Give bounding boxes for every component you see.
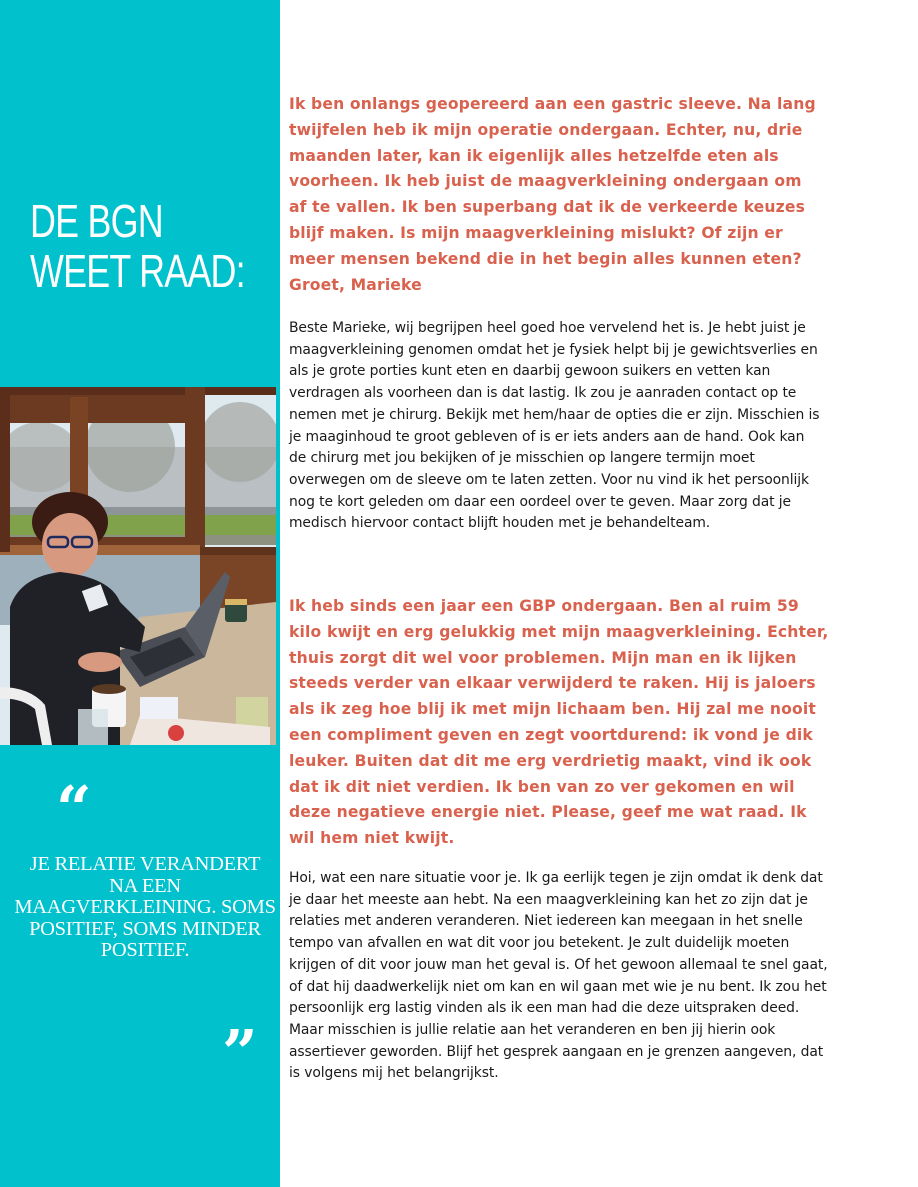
expert-answer-1: Beste Marieke, wij begrijpen heel goed hoe vervelend het is. Je hebt juist je maagverkleining genomen omdat het je fysiek helpt bij je gewichtsverlies en als je grote porties kunt eten en daarbij gewoon suikers en vetten kan verdragen als voorheen dan is dat lastig. Ik zou je aanraden contact op te nemen met je chirurg. Bekijk met hem/haar de opties die er zijn. Misschien is je maaginhoud te groot gebleven of is er iets anders aan de hand. Ook kan de chirurg met jou bekijken of je misschien op langere termijn moet overwegen om de sleeve om te laten zetten. Voor nu vind ik het persoonlijk nog te kort geleden om daar een oordeel over te geven. Maar zorg dat je medisch hiervoor contact blijft houden met je behandelteam. [289, 320, 820, 532]
sidebar-panel [0, 0, 280, 1187]
pull-quote: JE RELATIE VERANDERT NA EEN MAAGVERKLEINING. SOMS POSITIEF, SOMS MINDER POSITIEF. [14, 853, 276, 961]
reader-question-1: Ik ben onlangs geopereerd aan een gastric sleeve. Na lang twijfelen heb ik mijn operatie ondergaan. Echter, nu, drie maanden later, kan ik eigenlijk alles hetzelfde eten als voorheen. Ik heb juist de maagverkleining ondergaan om af te vallen. Ik ben superbang dat ik de verkeerde keuzes blijf maken. Is mijn maagverkleining mislukt? Of zijn er meer mensen bekend die in het begin alles kunnen eten? Groet, Marieke [289, 95, 816, 294]
photo-illustration [0, 387, 276, 745]
headline-line-2: WEET RAAD: [30, 245, 245, 297]
headline-line-1: DE BGN [30, 195, 163, 247]
quote-open-icon: “ [56, 772, 92, 845]
reader-question-2: Ik heb sinds een jaar een GBP ondergaan. Ben al ruim 59 kilo kwijt en erg gelukkig met mijn maagverkleining. Echter, thuis zorgt dit wel voor problemen. Mijn man en ik lijken steeds verder van elkaar verwijderd te raken. Hij is jaloers als ik zeg hoe blij ik met mijn lichaam ben. Hij zal me nooit een compliment geven en zegt voortdurend: ik vond je dik leuker. Buiten dat dit me erg verdrietig maakt, vind ik ook dat ik dit niet verdien. Ik ben van zo ver gekomen en wil deze negatieve energie niet. Please, geef me wat raad. Ik wil hem niet kwijt. [289, 597, 829, 848]
author-photo [0, 387, 276, 745]
quote-close-icon: ” [222, 1016, 258, 1089]
page-title [30, 196, 245, 296]
expert-answer-2: Hoi, wat een nare situatie voor je. Ik ga eerlijk tegen je zijn omdat ik denk dat je daar het meeste aan hebt. Na een maagverkleining kan het zo zijn dat je relaties met anderen veranderen. Niet iedereen kan meegaan in het snelle tempo van afvallen en wat dit voor jou betekent. Je zult duidelijk moeten krijgen of dit voor jouw man het geval is. Of het gewoon allemaal te snel gaat, of dat hij daadwerkelijk niet om kan en wil gaan met wie je nu bent. Ik zou het persoonlijk erg lastig vinden als ik een man had die deze uitspraken deed. Maar misschien is jullie relatie aan het veranderen en ben jij hierin ook assertiever geworden. Blijf het gesprek aangaan en je grenzen aangeven, dat is volgens mij het belangrijkst. [289, 870, 828, 1082]
